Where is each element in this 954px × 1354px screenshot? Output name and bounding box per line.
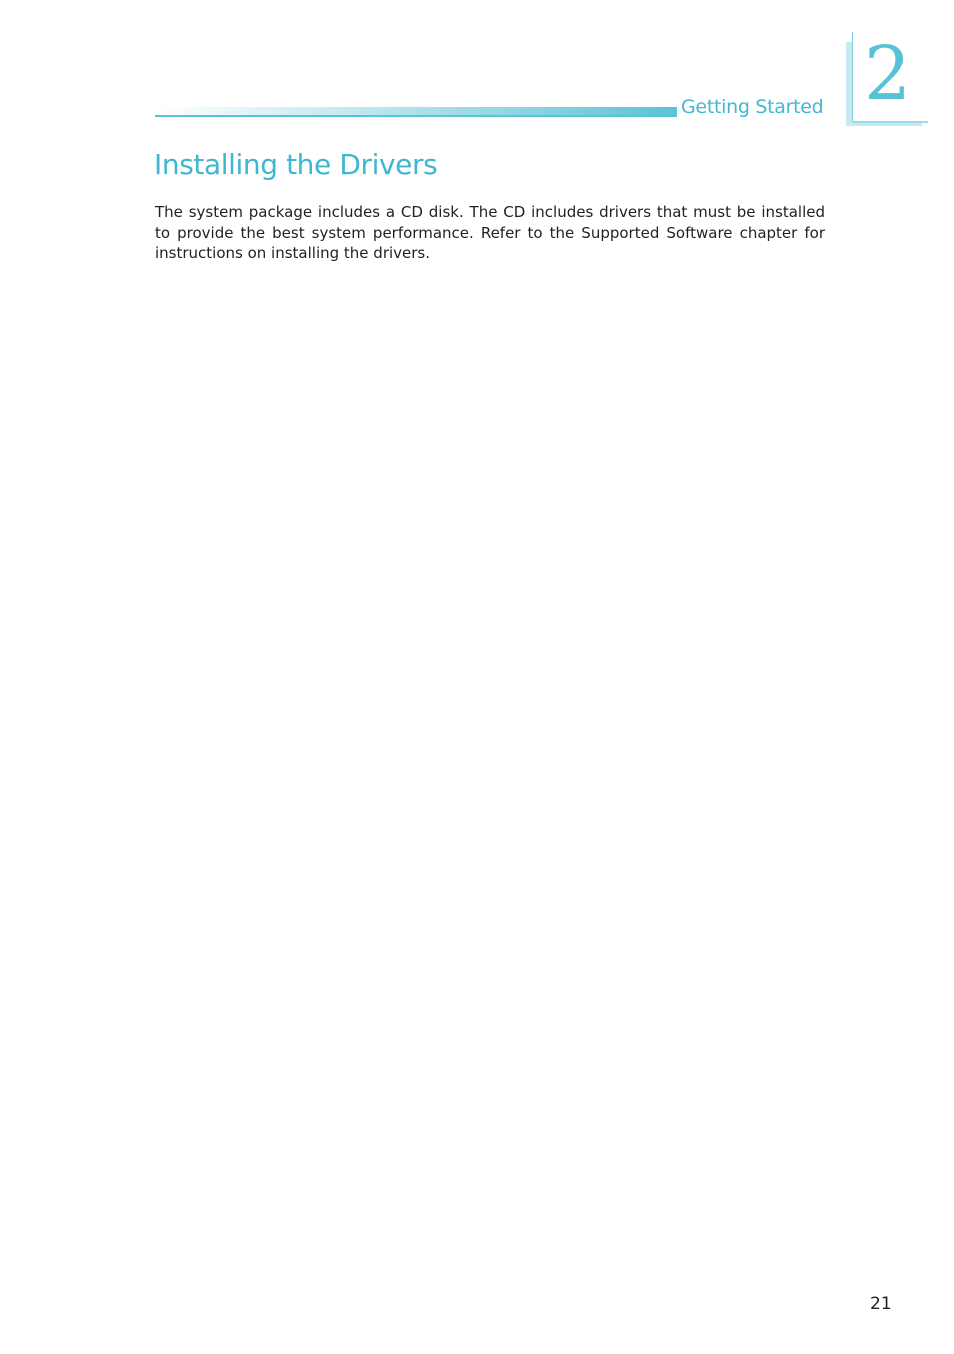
header-thin-line (155, 115, 677, 117)
page-number: 21 (870, 1294, 892, 1314)
page-title: Installing the Drivers (154, 148, 438, 181)
chapter-number: 2 (864, 31, 912, 117)
header-rule (155, 107, 677, 117)
header-gradient-bar (155, 107, 677, 115)
chapter-box-vertical-line (852, 32, 853, 123)
chapter-box (846, 32, 928, 126)
body-paragraph: The system package includes a CD disk. The CD includes drivers that must be installed to provide the best system performance. Refer to the Supported Software chapter for instructions on installing the drivers. (155, 203, 825, 262)
chapter-box-shade-bottom (846, 123, 922, 126)
section-label: Getting Started (681, 96, 824, 118)
chapter-box-horizontal-line (852, 121, 928, 123)
